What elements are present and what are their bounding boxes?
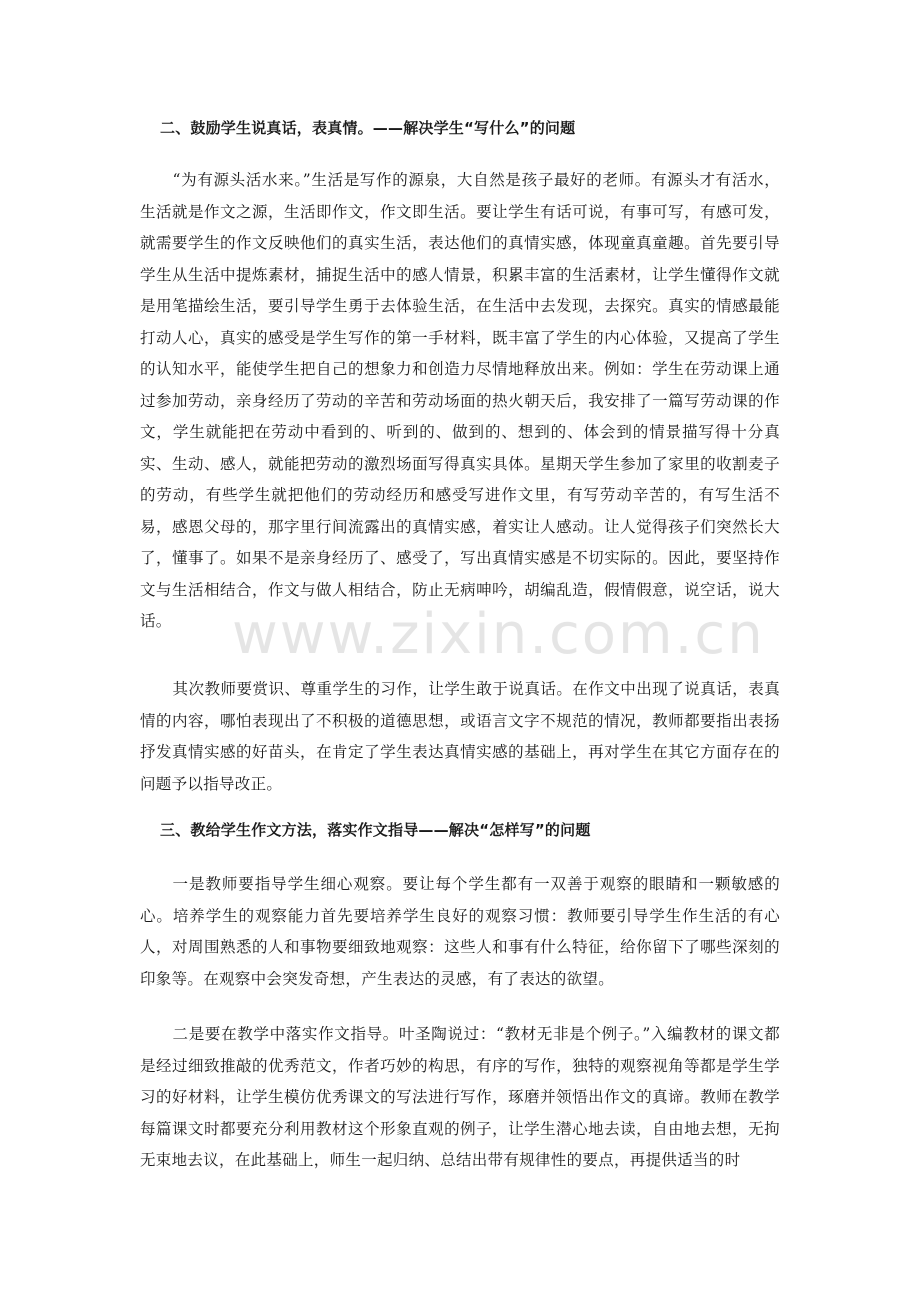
section-heading-3: 三、教给学生作文方法，落实作文指导——解决“怎样写”的问题 — [160, 821, 591, 839]
section-heading-2: 二、鼓励学生说真话，表真情。——解决学生“写什么”的问题 — [160, 119, 576, 137]
paragraph-life-source: “为有源头活水来。”生活是写作的源泉，大自然是孩子最好的老师。有源头才有活水，生活就是作文之源，生活即作文，作文即生活。要让学生有话可说，有事可写，有感可发，就需要学生的作文反映他们的真实生活，表达他们的真情实感，体现童真童趣。首先要引导学生从生活中提炼素材，捕捉生活中的感人情景，积累丰富的生活素材，让学生懂得作文就是用笔描绘生活，要引导学生勇于去体验生活，在生活中去发现，去探究。真实的情感最能打动人心，真实的感受是学生写作的第一手材料，既丰富了学生的内心体验，又提高了学生的认知水平，能使学生把自己的想象力和创造力尽情地释放出来。例如：学生在劳动课上通过参加劳动，亲身经历了劳动的辛苦和劳动场面的热火朝天后，我安排了一篇写劳动课的作文，学生就能把在劳动中看到的、听到的、做到的、想到的、体会到的情景描写得十分真实、生动、感人，就能把劳动的激烈场面写得真实具体。星期天学生参加了家里的收割麦子的劳动，有些学生就把他们的劳动经历和感受写进作文里，有写劳动辛苦的，有写生活不易，感恩父母的，那字里行间流露出的真情实感，着实让人感动。让人觉得孩子们突然长大了，懂事了。如果不是亲身经历了、感受了，写出真情实感是不切实际的。因此，要坚持作文与生活相结合，作文与做人相结合，防止无病呻吟，胡编乱造，假情假意，说空话，说大话。 — [140, 171, 780, 630]
paragraph-teacher-appreciation: 其次教师要赏识、尊重学生的习作，让学生敢于说真话。在作文中出现了说真话，表真情的内容，哪怕表现出了不积极的道德思想，或语言文字不规范的情况，教师都要指出表扬抒发真情实感的好苗头，在肯定了学生表达真情实感的基础上，再对学生在其它方面存在的问题予以指导改正。 — [140, 680, 780, 793]
paragraph-observation: 一是教师要指导学生细心观察。要让每个学生都有一双善于观察的眼睛和一颗敏感的心。培养学生的观察能力首先要培养学生良好的观察习惯：教师要引导学生作生活的有心人，对周围熟悉的人和事物要细致地观察：这些人和事有什么特征，给你留下了哪些深刻的印象等。在观察中会突发奇想，产生表达的灵感，有了表达的欲望。 — [140, 875, 780, 988]
watermark: www.zixin.com.cn — [232, 602, 765, 667]
paragraph-teaching-guidance: 二是要在教学中落实作文指导。叶圣陶说过：“教材无非是个例子。”入编教材的课文都是经过细致推敲的优秀范文，作者巧妙的构思，有序的写作，独特的观察视角等都是学生学习的好材料，让学生模仿优秀课文的写法进行写作，琢磨并领悟出作文的真谛。教师在教学每篇课文时都要充分利用教材这个形象直观的例子，让学生潜心地去读，自由地去想，无拘无束地去议，在此基础上，师生一起归纳、总结出带有规律性的要点，再提供适当的时 — [140, 1025, 780, 1169]
